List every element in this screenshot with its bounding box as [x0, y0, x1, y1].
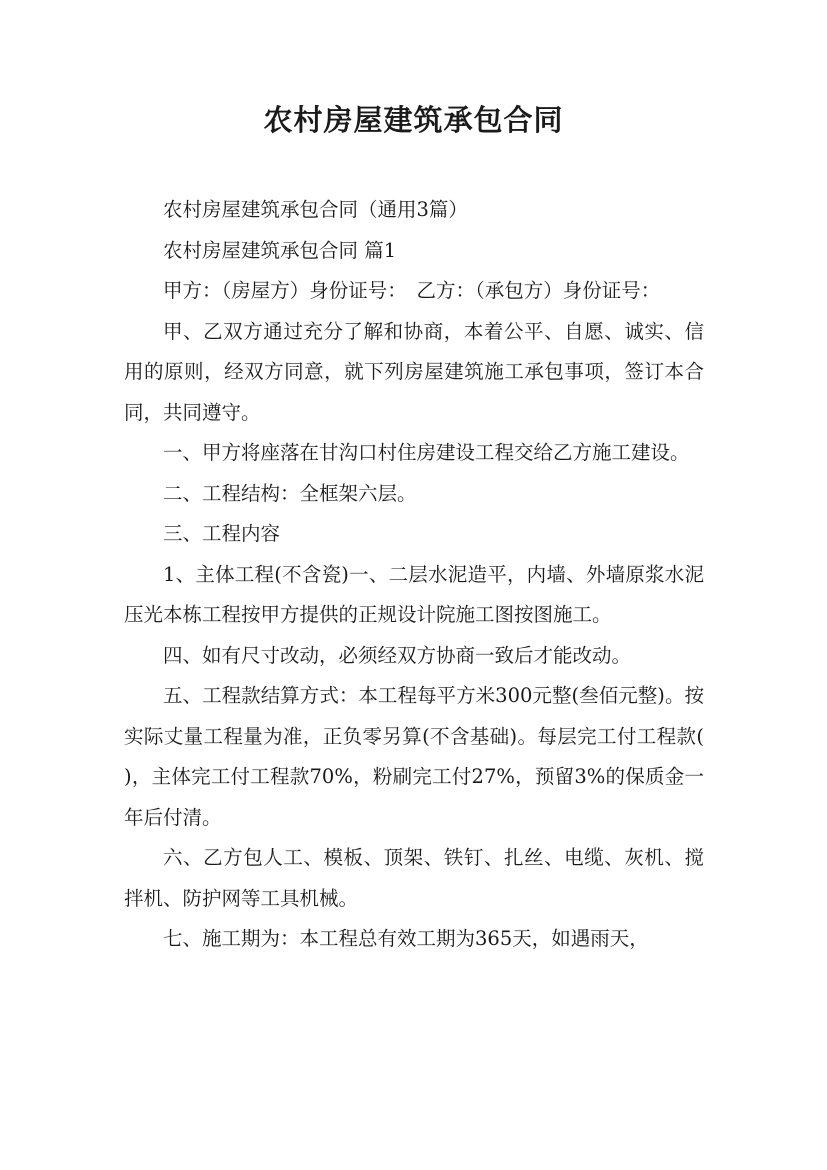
paragraph-clause-1: 一、甲方将座落在甘沟口村住房建设工程交给乙方施工建设。	[163, 441, 690, 464]
paragraph-subtitle: 农村房屋建筑承包合同（通用3篇）	[163, 198, 468, 221]
paragraph-preamble: 甲、乙双方通过充分了解和协商，本着公平、自愿、诚实、信用的原则，经双方同意，就下列房屋建筑施工承包事项，签订本合同，共同遵守。	[124, 319, 704, 424]
paragraph-clause-7: 七、施工期为：本工程总有效工期为365天，如遇雨天，	[163, 927, 649, 950]
paragraph-section-heading: 农村房屋建筑承包合同 篇1	[163, 238, 397, 262]
paragraph-clause-4: 四、如有尺寸改动，必须经双方协商一致后才能改动。	[163, 643, 632, 667]
paragraph-clause-3: 三、工程内容	[163, 522, 281, 545]
paragraph-clause-3-item-1: 1、主体工程(不含瓷)一、二层水泥造平，内墙、外墙原浆水泥压光本栋工程按甲方提供的正规设计院施工图按图施工。	[124, 562, 704, 626]
document-body	[124, 190, 704, 960]
paragraph-clause-6: 六、乙方包人工、模板、顶架、铁钉、扎丝、电缆、灰机、搅拌机、防护网等工具机械。	[124, 846, 704, 910]
paragraph-clause-5: 五、工程款结算方式：本工程每平方米300元整(叁佰元整)。按实际丈量工程量为准，正负零另算(不含基础)。每层完工付工程款( )，主体完工付工程款70%，粉刷完工付27%，预留3%的保质金一年后付清。	[124, 684, 704, 829]
paragraph-parties: 甲方：（房屋方）身份证号： 乙方：（承包方）身份证号：	[163, 279, 661, 302]
paragraph-clause-2: 二、工程结构：全框架六层。	[163, 481, 417, 505]
document-title: 农村房屋建筑承包合同	[263, 103, 564, 137]
